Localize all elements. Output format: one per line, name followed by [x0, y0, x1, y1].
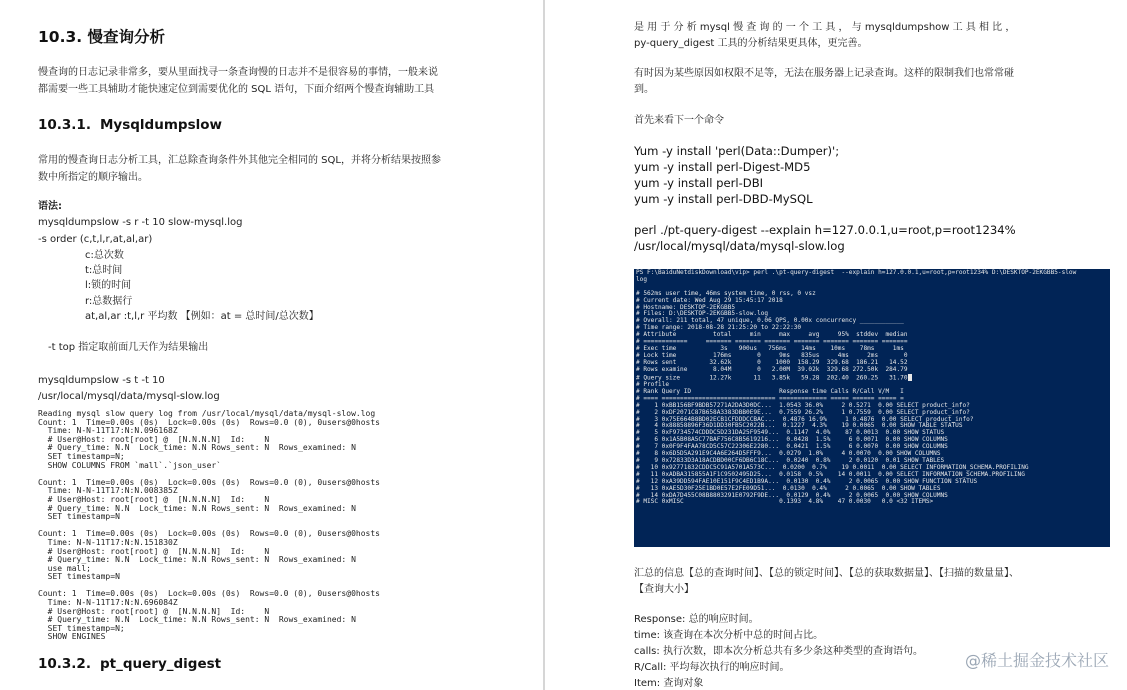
intro-line-1: 慢查询的日志记录非常多，要从里面找寻一条查询慢的日志并不是很容易的事情，一般来说 — [38, 67, 438, 78]
order-item-c: c:总次数 — [85, 250, 124, 261]
definition-item: Item: 查询对象 — [634, 678, 704, 689]
first-look-text: 首先来看下一个命令 — [634, 115, 724, 126]
example-path: /usr/local/mysql/data/mysql-slow.log — [38, 391, 220, 402]
page-divider — [543, 0, 545, 690]
watermark — [965, 648, 1109, 671]
note-line-1: 有时因为某些原因如权限不足等，无法在服务器上记录查询。这样的限制我们也常常碰 — [634, 68, 1014, 79]
terminal-screenshot — [634, 269, 1110, 547]
terminal-summary: PS F:\BaiduNetdiskDownload\vip> perl .\pt-query-digest --explain h=127.0.0.1,u=root,p=root1234% D:\DESKTOP-2EKGBB5-slow log # 562ms user time, 46ms system time, 0 rss, 0 vsz # Current date: Wed Aug 29 15:45:17 2018 # Hostname: DESKTOP-2EKGBB5 # Files: D:\DESKTOP-2EKGBB5-slow.log # Overall: 211 total, 47 unique, 0.06 QPS, 0.00x concurrency ____________ # Time range: 2018-08-28 21:25:20 to 22:22:30 # Attribute total min max avg 95% stddev median # ============ ======= ======= ======= ======= ======= ======= ======= # Exec time 3s 900us 756ms 14ms 10ms 78ms 1ms # Lock time 176ms 0 9ms 835us 4ms 2ms 0 # Rows sent 32.62k 0 1000 158.29 329.68 186.21 14.52 # Rows examine 8.04M 0 2.00M 39.02k 329.68 272.50k 284.79 # Query size 12.27k 11 3.85k 59.28 202.40 260.25 31.70 — [636, 269, 1077, 382]
yum-command-2: yum -y install perl-Digest-MD5 — [634, 160, 811, 174]
yum-command-1: Yum -y install 'perl(Data::Dumper)'; — [634, 144, 840, 158]
order-item-t: t:总时间 — [85, 265, 123, 276]
section-title: 10.3. 慢查询分析 — [38, 28, 166, 46]
sub1-desc-line-1: 常用的慢查询日志分析工具，汇总除查询条件外其他完全相同的 SQL，并将分析结果按照参 — [38, 155, 441, 166]
intro-line-2: 都需要一些工具辅助才能快速定位到需要优化的 SQL 语句，下面介绍两个慢查询辅助工具 — [38, 84, 435, 95]
top-option: -t top 指定取前面几天作为结果输出 — [48, 342, 209, 353]
subsection-2-number: 10.3.2. — [38, 656, 91, 672]
example-command: mysqldumpslow -s t -t 10 — [38, 375, 165, 386]
syntax-label: 语法: — [38, 201, 62, 212]
subsection-1-title: Mysqldumpslow — [100, 117, 222, 133]
definition-response: Response: 总的响应时间。 — [634, 614, 759, 625]
definition-calls: calls: 执行次数，即本次分析总共有多少条这种类型的查询语句。 — [634, 646, 923, 657]
right-page — [546, 0, 1127, 690]
perl-command: perl ./pt-query-digest --explain h=127.0.0.1,u=root,p=root1234% — [634, 223, 1016, 237]
yum-command-4: yum -y install perl-DBD-MySQL — [634, 192, 813, 206]
terminal-profile: # Profile # Rank Query ID Response time Calls R/Call V/M I # ==== =============================== ============= ===== ====== ===== = # 1 0xBB156BF9BDB57271A2DA3D0DC... 1.0543 36.0% 2 0.5271 0.00 SELECT product_info? # 2 0xDF2071C87B658A3383DBB0E9E... 0.7559 26.2% 1 0.7559 0.00 SELECT product_info? # 3 0x75E664B8BD02ECB1CFDDDCCBAC... 0.4876 16.9% 1 0.4876 0.00 SELECT product_info? # 4 0x88858896F36D1DD30FB5C2022B... 0.1227 4.3% 19 0.0065 0.00 SHOW TABLE STATUS # 5 0xF9734574CDDDC5D231DA25F9549... 0.1147 4.0% 87 0.0013 0.00 SHOW STATUS # 6 0x1A5B08A5C77BAF756C8B5619216... 0.0428 1.5% 6 0.0071 0.00 SHOW COLUMNS # 7 0x0F9F4FAA78CD5C57C22306E2280... 0.0421 1.5% 6 0.0070 0.00 SHOW COLUMNS # 8 0x6D5D5A291E9C4A6E264D5FFF9... 0.0279 1.0% 4 0.0070 0.00 SHOW COLUMNS # 9 0x72833D3A18ACDBD00CF6DB6C18C... 0.0240 0.8% 2 0.0120 0.01 SHOW TABLES # 10 0x92771832CDDC5C91A5701A573C... 0.0200 0.7% 19 0.0011 0.00 SELECT INFORMATION_SCHEMA.PROFILING # 11 0xADBA315855A1F1C9502495D25... 0.0158 0.5% 14 0.0011 0.00 SELECT INFORMATION_SCHEMA.PROFILING # 12 0xA39DD594FAE10E151F9C4ED1B9A... 0.0130 0.4% 2 0.0065 0.00 SHOW FUNCTION STATUS # 13 0xAE5D30F25E1BD0E57E2FE09D51... 0.0130 0.4% 2 0.0065 0.00 SHOW TABLES # 14 0xDA7D455C08B8803291E0792F9DE... 0.0129 0.4% 2 0.0065 0.00 SHOW COLUMNS # MISC 0xMISC 0.1393 4.8% 47 0.0030 0.0 <32 ITEMS> — [636, 381, 1029, 506]
definition-rcall: R/Call: 平均每次执行的响应时间。 — [634, 662, 790, 673]
subsection-2-title: pt_query_digest — [100, 656, 222, 672]
order-option: -s order (c,t,l,r,at,al,ar) — [38, 234, 153, 245]
definition-time: time: 该查询在本次分析中总的时间占比。 — [634, 630, 824, 641]
summary-line-2: 【查询大小】 — [634, 584, 694, 595]
mysqldumpslow-output: Reading mysql slow query log from /usr/local/mysql/data/mysql-slow.log Count: 1 Time=0.00s (0s) Lock=0.00s (0s) Rows=0.0 (0), 0users@0hosts Time: N-N-11T17:N:N.096168Z # User@Host: root[root] @ [N.N.N.N] Id: N # Query_time: N.N Lock_time: N.N Rows_sent: N Rows_examined: N SET timestamp=N; SHOW COLUMNS FROM `mall`.`json_user` Count: 1 Time=0.00s (0s) Lock=0.00s (0s) Rows=0.0 (0), 0users@0hosts Time: N-N-11T17:N:N.008385Z # User@Host: root[root] @ [N.N.N.N] Id: N # Query_time: N.N Lock_time: N.N Rows_sent: N Rows_examined: N SET timestamp=N Count: 1 Time=0.00s (0s) Lock=0.00s (0s) Rows=0.0 (0), 0users@0hosts Time: N-N-11T17:N:N.151830Z # User@Host: root[root] @ [N.N.N.N] Id: N # Query_time: N.N Lock_time: N.N Rows_sent: N Rows_examined: N use mall; SET timestamp=N Count: 1 Time=0.00s (0s) Lock=0.00s (0s) Rows=0.0 (0), 0users@0hosts Time: N-N-11T17:N:N.696084Z # User@Host: root[root] @ [N.N.N.N] Id: N # Query_time: N.N Lock_time: N.N Rows_sent: N Rows_examined: N SET timestamp=N; SHOW ENGINES — [38, 409, 380, 642]
pt-intro-line-2: py-query_digest 工具的分析结果更具体，更完善。 — [634, 38, 868, 49]
pt-intro-line-1: 是 用 于 分 析 mysql 慢 查 询 的 一 个 工 具 ， 与 mysqldumpshow 工 具 相 比 ， — [634, 22, 1016, 33]
order-item-r: r:总数据行 — [85, 296, 133, 307]
order-item-l: l:锁的时间 — [85, 280, 132, 291]
order-item-avg: at,al,ar :t,l,r 平均数 【例如：at = 总时间/总次数】 — [85, 311, 319, 322]
syntax-command: mysqldumpslow -s r -t 10 slow-mysql.log — [38, 217, 243, 228]
yum-command-3: yum -y install perl-DBI — [634, 176, 764, 190]
terminal-cursor — [908, 374, 912, 381]
sub1-desc-line-2: 数中所指定的顺序输出。 — [38, 172, 148, 183]
perl-command-path: /usr/local/mysql/data/mysql-slow.log — [634, 239, 845, 253]
summary-line-1: 汇总的信息【总的查询时间】、【总的锁定时间】、【总的获取数据量】、【扫描的数量量】、 — [634, 568, 1019, 579]
note-line-2: 到。 — [634, 84, 654, 95]
subsection-1-number: 10.3.1. — [38, 117, 91, 133]
left-page — [0, 0, 542, 690]
watermark-text: @稀土掘金技术社区 — [964, 651, 1109, 670]
